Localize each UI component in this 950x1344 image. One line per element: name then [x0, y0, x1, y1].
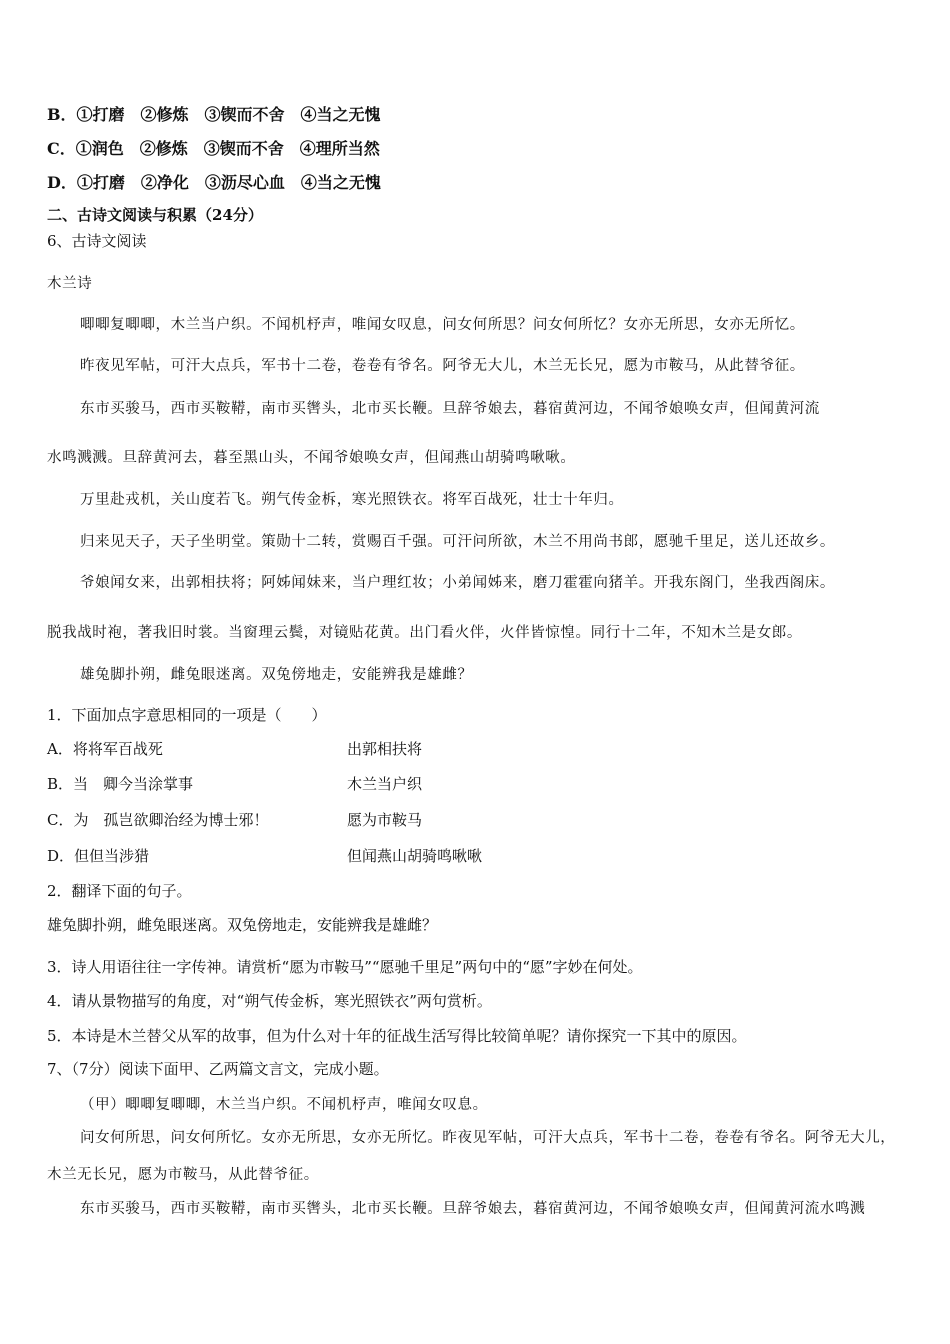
- poem-line: 水鸣溅溅。旦辞黄河去，暮至黑山头，不闻爷娘唤女声，但闻燕山胡骑鸣啾啾。: [47, 450, 576, 466]
- q1-option-a-left: A．将将军百战死: [47, 740, 163, 758]
- poem-line: 归来见天子，天子坐明堂。策勋十二转，赏赐百千强。可汗问所欲，木兰不用尚书郎，愿驰千里足，送儿还故乡。: [80, 534, 835, 550]
- q1-option-c: [47, 809, 907, 830]
- option-d: D．①打磨 ②净化 ③沥尽心血 ④当之无愧: [47, 173, 381, 192]
- passage-line: 东市买骏马，西市买鞍鞯，南市买辔头，北市买长鞭。旦辞爷娘去，暮宿黄河边，不闻爷娘唤女声，但闻黄河流水鸣溅: [80, 1201, 866, 1217]
- option-b: B．①打磨 ②修炼 ③锲而不舍 ④当之无愧: [47, 105, 381, 124]
- poem-line: 昨夜见军帖，可汗大点兵，军书十二卷，卷卷有爷名。阿爷无大儿，木兰无长兄，愿为市鞍马，从此替爷征。: [80, 358, 805, 374]
- q1-option-c-right: 愿为市鞍马: [347, 811, 423, 829]
- option-c: C．①润色 ②修炼 ③锲而不舍 ④理所当然: [47, 139, 380, 158]
- poem-line: 雄兔脚扑朔，雌兔眼迷离。双兔傍地走，安能辨我是雄雌？: [80, 667, 473, 683]
- q1-option-b-right: 木兰当户织: [347, 775, 423, 793]
- q1-option-d: [47, 845, 907, 866]
- passage-line: （甲）唧唧复唧唧，木兰当户织。不闻机杼声，唯闻女叹息。: [80, 1097, 488, 1113]
- question-7-label: 7、（7分）阅读下面甲、乙两篇文言文，完成小题。: [47, 1060, 389, 1078]
- section-heading: 二、古诗文阅读与积累（24分）: [47, 206, 263, 224]
- q1-option-c-left: C．为 孤岂欲卿治经为博士邪！: [47, 811, 269, 829]
- question-2: 2．翻译下面的句子。: [47, 882, 192, 900]
- poem-line: 万里赴戎机，关山度若飞。朔气传金柝，寒光照铁衣。将军百战死，壮士十年归。: [80, 492, 624, 508]
- question-3: 3．诗人用语往往一字传神。请赏析“愿为市鞍马”“愿驰千里足”两句中的“愿”字妙在何处。: [47, 958, 643, 976]
- question-4: 4．请从景物描写的角度，对“朔气传金柝，寒光照铁衣”两句赏析。: [47, 992, 492, 1010]
- q1-option-b: [47, 773, 907, 794]
- poem-line: 唧唧复唧唧，木兰当户织。不闻机杼声，唯闻女叹息，问女何所思？问女何所忆？女亦无所思，女亦无所忆。: [80, 317, 805, 333]
- poem-title: 木兰诗: [47, 276, 93, 292]
- poem-line: 脱我战时袍，著我旧时裳。当窗理云鬓，对镜贴花黄。出门看火伴，火伴皆惊惶。同行十二年，不知木兰是女郎。: [47, 625, 802, 641]
- poem-line: 东市买骏马，西市买鞍鞯，南市买辔头，北市买长鞭。旦辞爷娘去，暮宿黄河边，不闻爷娘唤女声，但闻黄河流: [80, 401, 820, 417]
- q1-option-a: [47, 738, 907, 759]
- q1-option-b-left: B．当 卿今当涂掌事: [47, 775, 194, 793]
- q1-option-a-right: 出郭相扶将: [347, 740, 423, 758]
- q1-option-d-left: D．但但当涉猎: [47, 847, 150, 865]
- question-5: 5．本诗是木兰替父从军的故事，但为什么对十年的征战生活写得比较简单呢？请你探究一下其中的原因。: [47, 1027, 747, 1045]
- question-1: 1．下面加点字意思相同的一项是（ ）: [47, 706, 327, 724]
- poem-line: 爷娘闻女来，出郭相扶将；阿姊闻妹来，当户理红妆；小弟闻姊来，磨刀霍霍向猪羊。开我东阁门，坐我西阁床。: [80, 575, 835, 591]
- passage-line: 问女何所思，问女何所忆。女亦无所思，女亦无所忆。昨夜见军帖，可汗大点兵，军书十二卷，卷卷有爷名。阿爷无大儿，: [80, 1130, 896, 1146]
- q1-option-d-right: 但闻燕山胡骑鸣啾啾: [347, 847, 483, 865]
- passage-line: 木兰无长兄，愿为市鞍马，从此替爷征。: [47, 1167, 319, 1183]
- question-6-label: 6、古诗文阅读: [47, 232, 147, 250]
- question-2-sentence: 雄兔脚扑朔，雌兔眼迷离。双兔傍地走，安能辨我是雄雌？: [47, 916, 438, 934]
